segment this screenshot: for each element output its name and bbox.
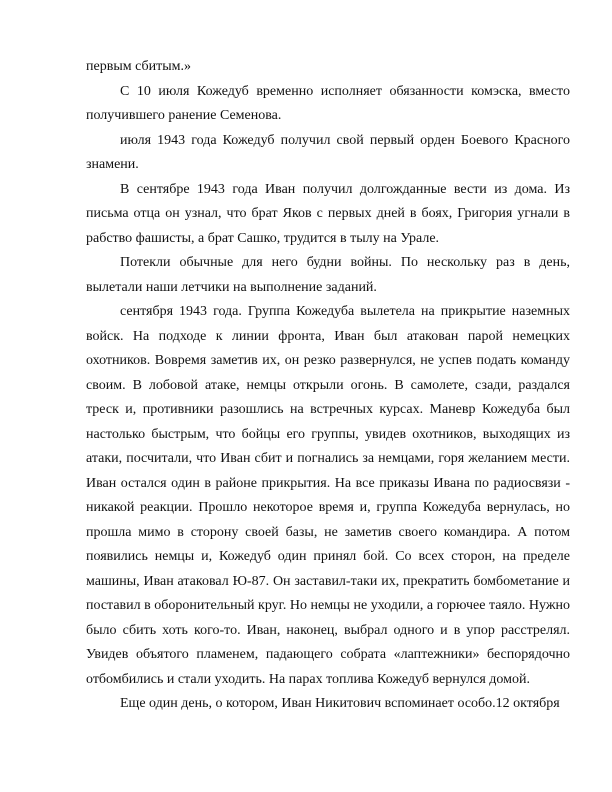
- paragraph-routine: Потекли обычные для него будни войны. По нескольку раз в день, вылетали наши летчики на выполнение заданий.: [86, 255, 570, 295]
- paragraph-order: июля 1943 года Кожедуб получил свой первый орден Боевого Красного знамени.: [86, 132, 570, 172]
- paragraph-october: Еще один день, о котором, Иван Никитович вспоминает особо.12 октября: [120, 696, 560, 711]
- paragraph-letter: В сентябре 1943 года Иван получил долгожданные вести из дома. Из письма отца он узнал, что брат Яков с первых дней в боях, Григория угнали в рабство фашисты, а брат Сашко, трудится в тылу на Урале.: [86, 181, 570, 246]
- paragraph-komesk: С 10 июля Кожедуб временно исполняет обязанности комэска, вместо получившего ранение Семенова.: [86, 83, 570, 123]
- paragraph-battle: сентября 1943 года. Группа Кожедуба вылетела на прикрытие наземных войск. На подходе к линии фронта, Иван был атакован парой немецких охотников. Вовремя заметив их, он резко развернулся, не успев подать команду своим. В лобовой атаке, немцы открыли огонь. В самолете, сзади, раздался треск и, противники разошлись на встречных курсах. Маневр Кожедуба был настолько быстрым, что бойцы его группы, увидев охотников, выходящих из атаки, посчитали, что Иван сбит и погнались за немцами, горя желанием мести. Иван остался один в районе прикрытия. На все приказы Ивана по радиосвязи - никакой реакции. Прошло некоторое время и, группа Кожедуба вернулась, но прошла мимо в сторону своей базы, не заметив своего командира. А потом появились немцы и, Кожедуб один принял бой. Со всех сторон, на пределе машины, Иван атаковал Ю-87. Он заставил-таки их, прекратить бомбометание и поставил в оборонительный круг. Но немцы не уходили, а горючее таяло. Нужно было сбить хоть кого-то. Иван, наконец, выбрал одного и в упор расстрелял. Увидев объятого пламенем, падающего собрата «лаптежники» беспорядочно отбомбились и стали уходить. На парах топлива Кожедуб вернулся домой.: [86, 304, 570, 687]
- paragraph-continuation: первым сбитым.»: [86, 59, 191, 74]
- text-column: [86, 55, 570, 717]
